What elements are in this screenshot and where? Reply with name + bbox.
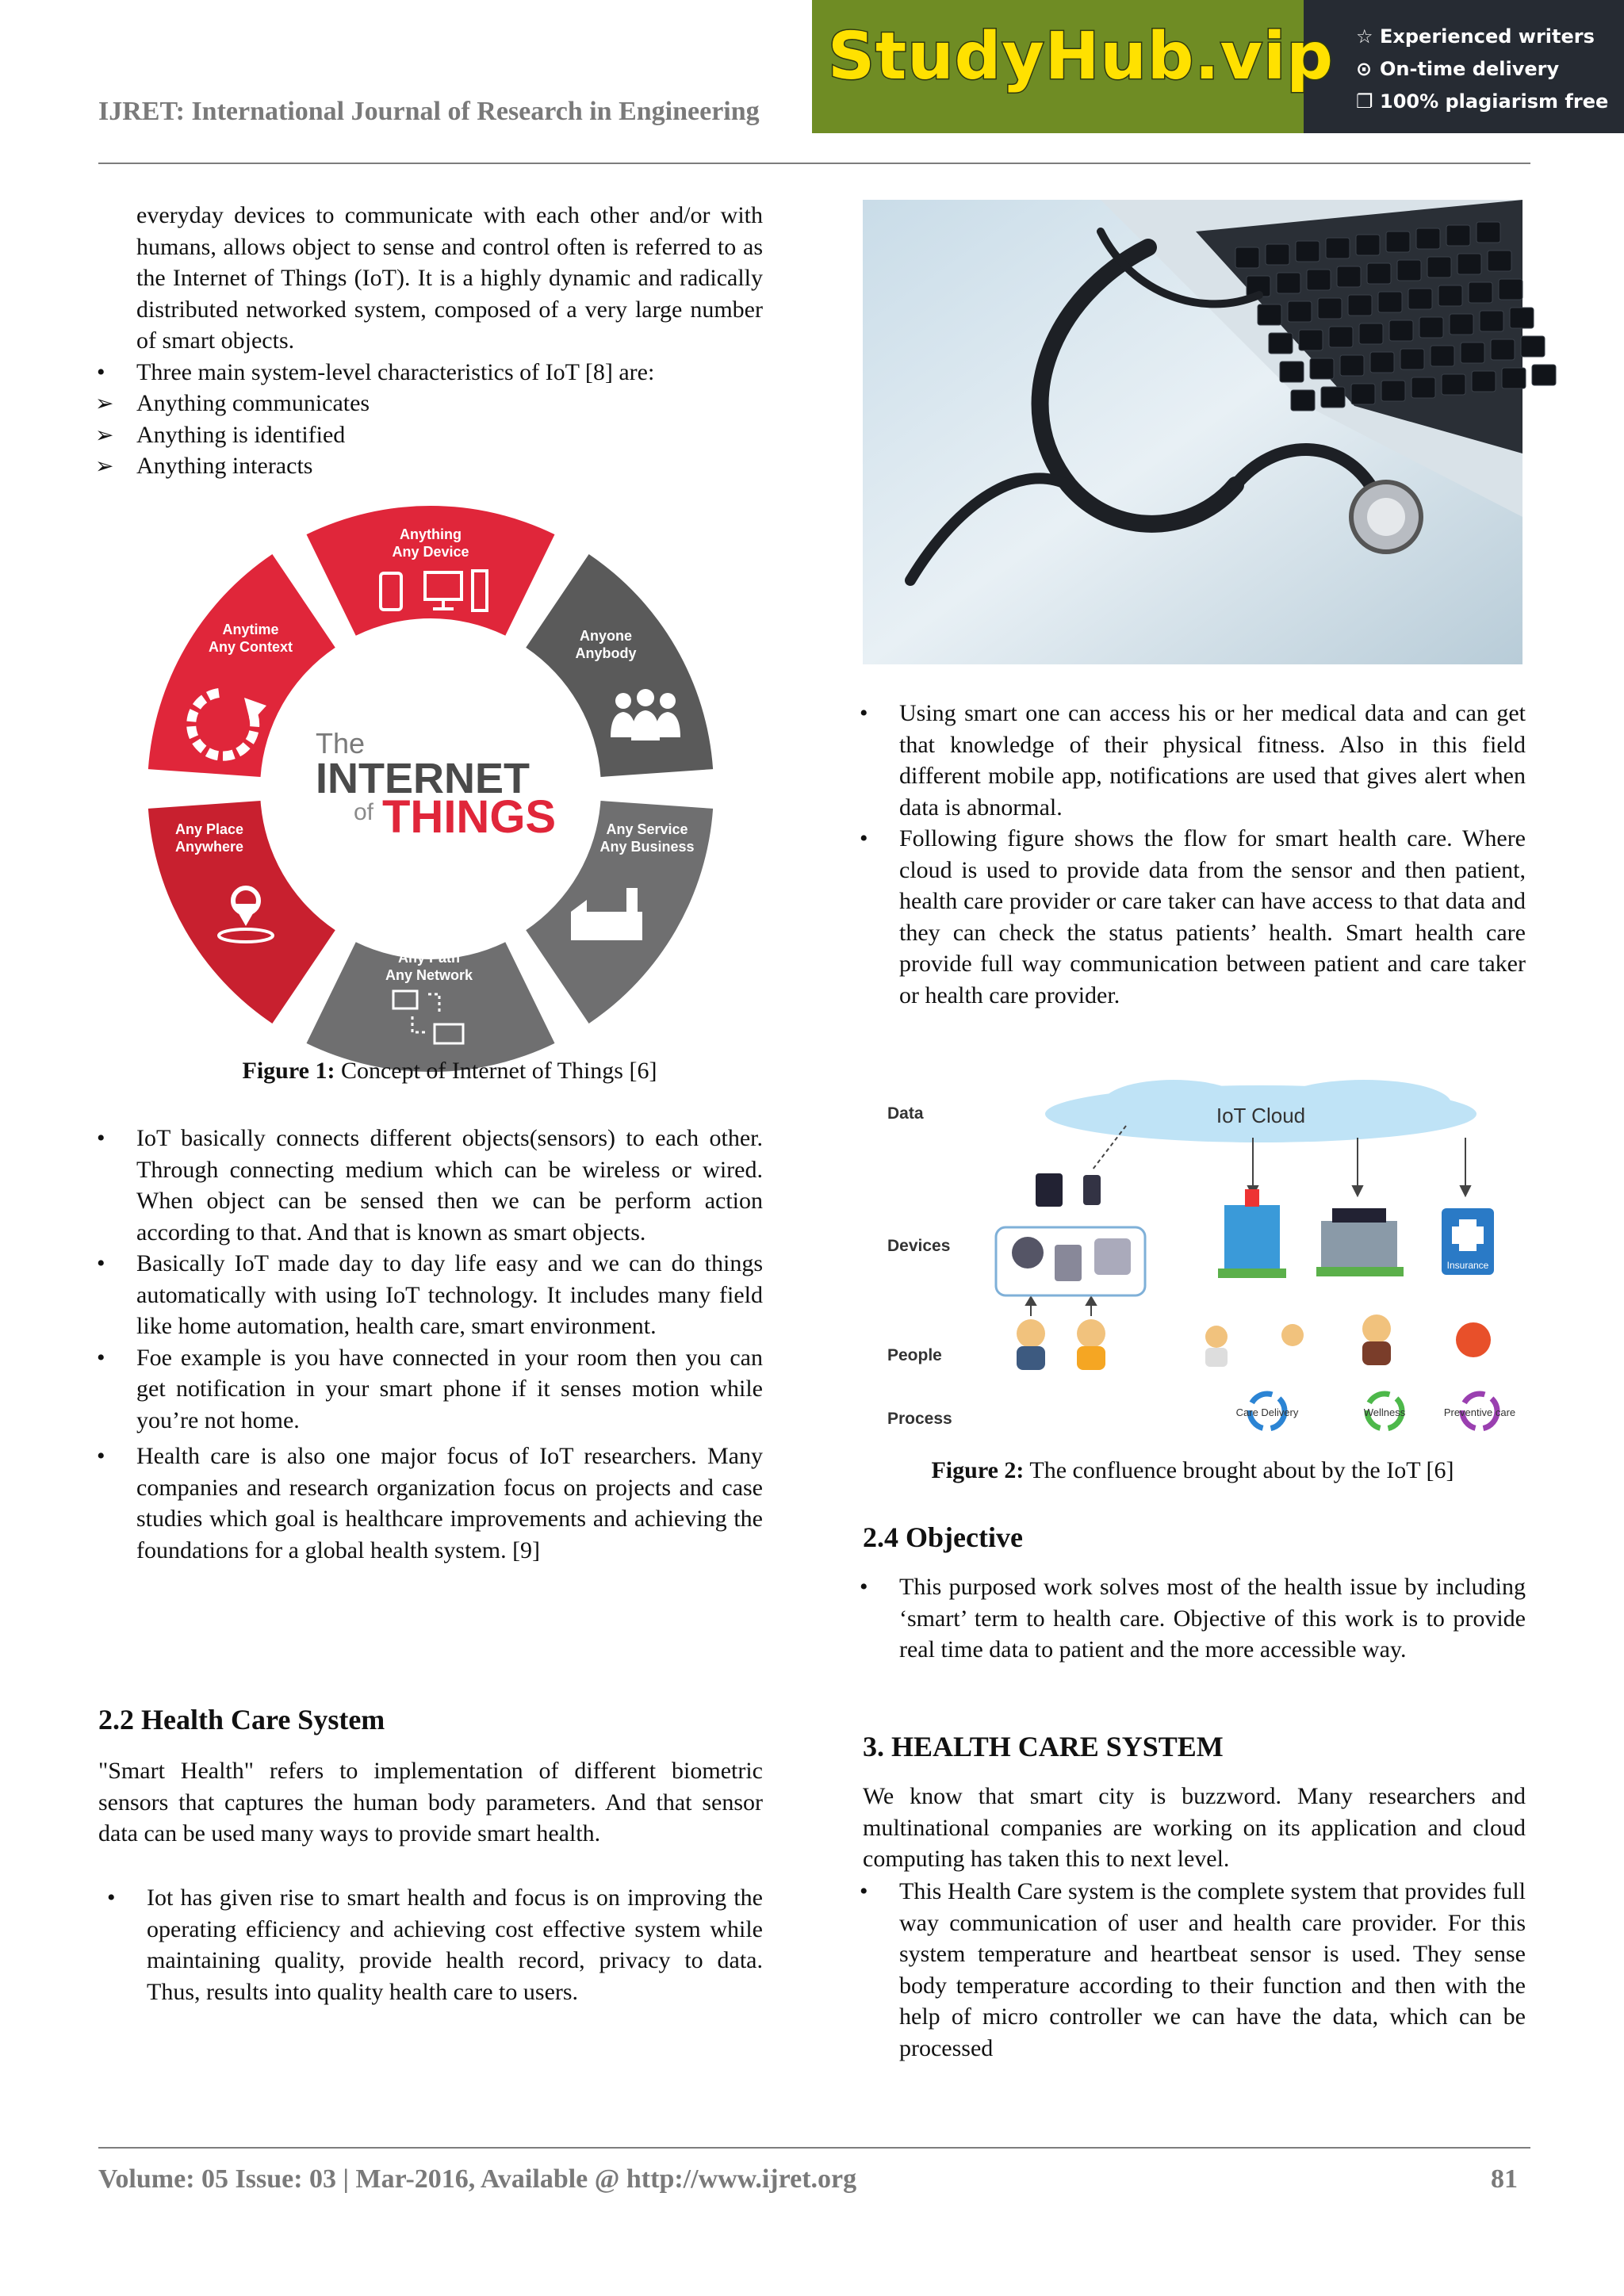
keyboard-key — [1532, 365, 1556, 385]
list-item: • This Health Care system is the complete system that provides full way communication of user and health care provider. For this system temperature and heartbeat sensor is used. They sense body temperature according to their function and then with the help of micro controller we can have the data, which can be processed — [899, 1876, 1526, 2064]
list-item: • This purposed work solves most of the health issue by including ‘smart’ term to health care. Objective of this work is to provide real time data to patient and the more accessible way. — [899, 1571, 1526, 1666]
journal-header: IJRET: International Journal of Research in Engineering — [98, 97, 760, 126]
person-icon — [1077, 1319, 1105, 1348]
intro-paragraph: everyday devices to communicate with each other and/or with humans, allows object to sense and control often is referred to as the Internet of Things (IoT). It is a highly dynamic and radically distributed networked system, composed of a very large number of smart objects. — [136, 202, 763, 354]
row-labels — [887, 1104, 952, 1428]
left-intro-block — [136, 200, 763, 482]
keyboard-key — [1438, 285, 1462, 306]
segment-label: Any Network — [385, 967, 473, 983]
section-heading-2-2: 2.2 Health Care System — [98, 1704, 385, 1735]
keyboard-key — [1469, 282, 1492, 303]
segment-anytime — [148, 554, 335, 777]
keyboard-key — [1381, 381, 1405, 401]
keyboard-key — [1502, 368, 1526, 388]
keyboard-key — [1280, 362, 1304, 382]
iot-center-title — [316, 727, 556, 843]
list-item: • Iot has given rise to smart health and focus is on improving the operating efficiency and achieving cost effective system while maintaining quality, provide health record, privacy to data. Thus, results into quality health care to users. — [147, 1882, 763, 2007]
insurance-label: Insurance — [1446, 1260, 1489, 1271]
insurance-agent-icon — [1456, 1322, 1491, 1357]
document-icon: ❐ — [1356, 90, 1373, 113]
keyboard-key — [1461, 342, 1484, 363]
keyboard-key — [1291, 390, 1315, 411]
keyboard-key — [1299, 330, 1323, 350]
list-item: ➢ Anything is identified — [136, 419, 763, 451]
row-label: Data — [887, 1104, 924, 1123]
segment-label: Any Context — [208, 639, 293, 655]
keyboard-key — [1378, 292, 1402, 312]
keyboard-key — [1329, 327, 1353, 347]
tablet-icon — [1036, 1173, 1063, 1207]
section-2-2-paragraph: "Smart Health" refers to implementation of different biometric sensors that captures the human body parameters. And that sensor data can be used many ways to provide smart health. — [98, 1758, 763, 1846]
cloud-label: IoT Cloud — [1216, 1104, 1306, 1127]
keyboard-key — [1510, 308, 1534, 328]
keyboard-key — [1416, 228, 1440, 249]
smartphone-icon — [1083, 1175, 1101, 1205]
keyboard-key — [1491, 339, 1515, 360]
center-the: The — [316, 727, 366, 760]
segment-anything — [307, 506, 555, 636]
person-icon — [1017, 1319, 1045, 1348]
center-of: of — [354, 799, 374, 825]
banner-feature: On-time delivery — [1380, 58, 1560, 80]
keyboard-key — [1356, 235, 1380, 255]
segment-label: Anywhere — [174, 839, 244, 855]
section-heading-3: 3. HEALTH CARE SYSTEM — [863, 1731, 1224, 1762]
banner-feature: Experienced writers — [1380, 25, 1595, 48]
section-2-2-bullet-block — [147, 1882, 763, 2007]
keyboard-key — [1367, 263, 1391, 284]
stethoscope-laptop-photo — [863, 200, 1522, 664]
keyboard-key — [1419, 317, 1443, 338]
figure-1-caption — [136, 1058, 763, 1085]
people-group — [1017, 1314, 1491, 1370]
row-label: People — [887, 1346, 942, 1364]
segment-label: Any Business — [599, 839, 695, 855]
keyboard-key — [1397, 260, 1421, 281]
segment-label: Any Path — [397, 950, 461, 966]
bp-monitor-icon — [1012, 1237, 1044, 1269]
keyboard-key — [1318, 298, 1342, 319]
care-taker-icon — [1362, 1314, 1391, 1343]
iot-concept-figure — [143, 519, 722, 1058]
segment-label: Any Place — [174, 821, 244, 837]
keyboard-key — [1321, 387, 1345, 408]
process-label: Wellness — [1363, 1406, 1406, 1418]
keyboard-key — [1480, 311, 1503, 331]
list-item: • Foe example is you have connected in your room then you can get notification in your smart phone if it senses motion while you’re not home. — [136, 1342, 763, 1437]
glucometer-icon — [1055, 1245, 1082, 1281]
keyboard-key — [1348, 295, 1372, 316]
section-3-paragraph: We know that smart city is buzzword. Many researchers and multinational companies are working on its application and cloud computing has taken this to next level. — [863, 1783, 1526, 1872]
figure-label: Figure 2: — [931, 1457, 1025, 1483]
keyboard-key — [1472, 371, 1496, 392]
list-item: • Following figure shows the flow for smart health care. Where cloud is used to provide data from the sensor and then patient, health care provider or care taker can have access to that data and they can check the status patients’ health. Smart health care provide full way communication between patient and care taker or health care provider. — [899, 823, 1526, 1011]
keyboard-key — [1296, 241, 1320, 262]
keyboard-key — [1340, 355, 1364, 376]
devices-group — [996, 1173, 1145, 1295]
figure-caption-text: The confluence brought about by the IoT [6] — [1029, 1457, 1454, 1483]
banner-feature: 100% plagiarism free — [1380, 90, 1609, 113]
keyboard-key — [1499, 279, 1522, 300]
clock-icon: ⊙ — [1356, 58, 1373, 80]
list-item: • Basically IoT made day to day life easy and we can do things automatically with using IoT technology. It includes many field like home automation, health care, smart environment. — [136, 1248, 763, 1342]
header-rule — [98, 163, 1530, 164]
hospital-icon — [1218, 1189, 1286, 1278]
scale-icon — [1094, 1238, 1131, 1275]
list-item: • Three main system-level characteristics of IoT [8] are: — [136, 357, 763, 388]
center-internet: INTERNET — [316, 755, 530, 802]
star-icon: ☆ — [1356, 25, 1373, 48]
banner-logo-panel — [812, 0, 1334, 133]
right-bullets-block — [899, 698, 1526, 1011]
page-number: 81 — [1491, 2164, 1518, 2194]
studyhub-banner[interactable] — [812, 0, 1624, 133]
segment-anyone — [526, 554, 713, 777]
footer-volume: Volume: 05 Issue: 03 | Mar-2016, Available @ http://www.ijret.org — [98, 2164, 857, 2194]
iot-confluence-figure — [872, 1078, 1516, 1443]
keyboard-key — [1442, 374, 1465, 395]
keyboard-key — [1235, 247, 1259, 268]
keyboard-key — [1258, 304, 1281, 325]
segment-label: Any Device — [392, 544, 469, 560]
section-heading-2-4: 2.4 Objective — [863, 1521, 1023, 1553]
keyboard-key — [1389, 320, 1413, 341]
figure-2-caption — [863, 1457, 1522, 1484]
segment-label: Any Service — [606, 821, 688, 837]
keyboard-key — [1266, 244, 1289, 265]
list-item: ➢ Anything interacts — [136, 450, 763, 482]
segment-label: Anyone — [579, 628, 633, 644]
keyboard-key — [1307, 270, 1331, 290]
segment-label: Anytime — [222, 622, 279, 637]
segment-label: Anything — [400, 526, 462, 542]
footer-rule — [98, 2147, 1530, 2149]
keyboard-key — [1326, 238, 1350, 258]
keyboard-key — [1477, 222, 1500, 243]
center-things: THINGS — [382, 791, 557, 843]
nurse-icon — [1281, 1324, 1304, 1346]
people-icon — [611, 689, 680, 740]
row-label: Process — [887, 1410, 952, 1428]
list-item: • Using smart one can access his or her medical data and can get that knowledge of their physical fitness. Also in this field different mobile app, notifications are used that gives alert when data is abnormal. — [899, 698, 1526, 823]
row-label: Devices — [887, 1237, 951, 1255]
keyboard-key — [1488, 251, 1511, 271]
clinic-building-icon — [1316, 1208, 1404, 1276]
doctor-icon — [1205, 1326, 1228, 1348]
keyboard-key — [1310, 358, 1334, 379]
list-item: • IoT basically connects different objects(sensors) to each other. Through connecting medium which can be wireless or wired. When object can be sensed then we can be perform action according to that. And that is known as smart objects. — [136, 1123, 763, 1248]
keyboard-key — [1269, 333, 1293, 354]
process-label: Preventive care — [1443, 1406, 1516, 1418]
keyboard-key — [1446, 225, 1470, 246]
section-2-4-bullet-block — [899, 1571, 1526, 1666]
keyboard-key — [1457, 254, 1481, 274]
segment-label: Anybody — [575, 645, 637, 661]
keyboard-key — [1288, 301, 1312, 322]
keyboard-key — [1359, 323, 1383, 344]
keyboard-key — [1400, 349, 1424, 369]
list-item: • Health care is also one major focus of IoT researchers. Many companies and research organization focus on projects and case studies which goal is healthcare improvements and achieving the foundations for a global health system. [9] — [136, 1441, 763, 1566]
figure-label: Figure 1: — [242, 1058, 335, 1084]
banner-features — [1356, 21, 1608, 118]
list-item: ➢ Anything communicates — [136, 388, 763, 419]
keyboard-key — [1277, 273, 1300, 293]
left-bullets-block — [136, 1123, 763, 1566]
keyboard-key — [1411, 377, 1435, 398]
keyboard-key — [1431, 346, 1454, 366]
keyboard-key — [1408, 289, 1432, 309]
keyboard-key — [1351, 384, 1375, 404]
keyboard-key — [1386, 232, 1410, 252]
figure-caption-text: Concept of Internet of Things [6] — [340, 1058, 657, 1084]
section-3-bullet-block — [899, 1876, 1526, 2064]
process-label: Care Delivery — [1235, 1406, 1299, 1418]
banner-logo: StudyHub.vip — [828, 19, 1334, 94]
keyboard-key — [1450, 314, 1473, 335]
keyboard-key — [1427, 257, 1451, 277]
keyboard-key — [1370, 352, 1394, 373]
keyboard-key — [1337, 266, 1361, 287]
keyboard-key — [1521, 336, 1545, 357]
